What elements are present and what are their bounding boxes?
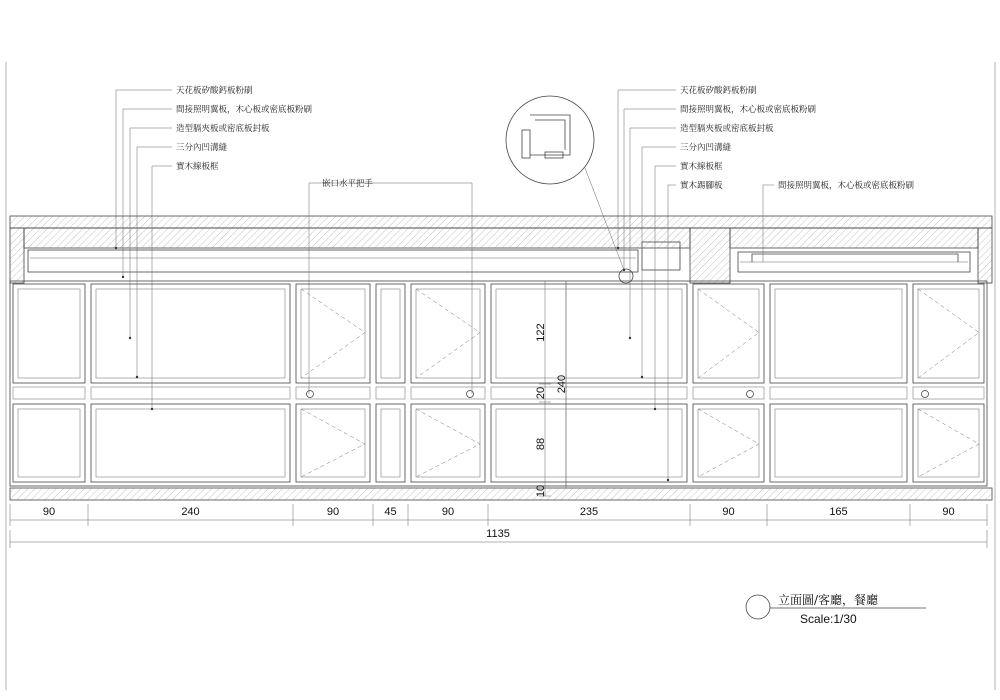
- callout-label: 天花板矽酸鈣板粉刷: [680, 86, 757, 96]
- panel-upper-outer: [376, 284, 405, 383]
- leader-line: [376, 183, 472, 394]
- panel-upper-inner: [698, 289, 759, 378]
- panel-upper-outer: [913, 284, 984, 383]
- door-swing-upper: [918, 289, 979, 378]
- panel-upper-outer: [770, 284, 907, 383]
- panel-upper-outer: [411, 284, 485, 383]
- leader-dot: [136, 376, 138, 378]
- leader-line: [137, 147, 172, 377]
- panel-lower-outer: [913, 404, 984, 482]
- panel-lower-inner: [496, 409, 682, 477]
- panel-upper-outer: [491, 284, 687, 383]
- floor-band: [10, 488, 992, 500]
- door-swing-lower: [918, 409, 979, 477]
- dimension-label: 90: [326, 506, 340, 518]
- panel-upper-inner: [416, 289, 480, 378]
- wall-panel: [91, 284, 290, 482]
- panel-lower-outer: [411, 404, 485, 482]
- panel-lower-inner: [18, 409, 80, 477]
- panel-lower-inner: [775, 409, 902, 477]
- door-swing-upper: [301, 289, 365, 378]
- panel-lower-outer: [770, 404, 907, 482]
- panel-frame: [10, 281, 987, 486]
- panel-upper-inner: [381, 289, 400, 378]
- panel-rail: [91, 387, 290, 399]
- door-swing-lower: [416, 409, 480, 477]
- door-swing-lower: [301, 409, 365, 477]
- vertical-dimension-label: 88: [535, 437, 547, 451]
- drawing-scale: Scale:1/30: [800, 612, 857, 626]
- panel-lower-outer: [376, 404, 405, 482]
- leader-dot: [667, 479, 669, 481]
- wall-panel: [693, 284, 764, 482]
- dimension-label: 165: [829, 506, 848, 518]
- leader-dot: [641, 376, 643, 378]
- dimension-label: 240: [181, 506, 200, 518]
- panel-lower-outer: [296, 404, 370, 482]
- ceiling-structure: [10, 216, 992, 283]
- callout-label: 實木線板框: [176, 162, 219, 172]
- vertical-dimension-lines: [535, 281, 568, 497]
- wall-panel: [13, 284, 85, 482]
- handle-icon: [307, 391, 314, 398]
- cove-lighting-right: [738, 252, 970, 272]
- leader-line: [152, 166, 172, 409]
- panel-rail: [13, 387, 85, 399]
- total-height-label: 240: [556, 374, 568, 394]
- leader-dot: [629, 337, 631, 339]
- panel-upper-inner: [96, 289, 285, 378]
- panel-lower-inner: [301, 409, 365, 477]
- wall-panel: [491, 284, 687, 482]
- far-right-callout-label: 間接照明翼板，木心板或密底板粉刷: [778, 181, 915, 191]
- wall-panel: [376, 284, 405, 482]
- dimension-label: 90: [722, 506, 735, 518]
- panel-lower-outer: [13, 404, 85, 482]
- leader-dot: [129, 337, 131, 339]
- leader-dot: [151, 408, 153, 410]
- panel-lower-outer: [693, 404, 764, 482]
- dimension-label: 90: [42, 506, 56, 518]
- panel-lower-inner: [698, 409, 759, 477]
- vertical-dimension-label: 20: [535, 386, 547, 400]
- dimension-label: 90: [441, 506, 455, 518]
- vertical-dimension-label: 10: [535, 484, 547, 498]
- door-swing-upper: [416, 289, 480, 378]
- dimension-lines: [10, 504, 987, 548]
- dimension-label: 90: [942, 506, 955, 518]
- leader-dot: [115, 247, 117, 249]
- handle-icon: [922, 391, 929, 398]
- dimension-label: 235: [579, 506, 599, 518]
- wall-panel: [296, 284, 370, 482]
- panel-upper-inner: [918, 289, 979, 378]
- leader-line: [655, 166, 676, 409]
- wall-panel: [411, 284, 485, 482]
- callout-label: 造型膈夾板或密底板封板: [680, 124, 774, 134]
- panel-lower-outer: [91, 404, 290, 482]
- panel-lower-inner: [416, 409, 480, 477]
- callout-label: 間接照明翼板，木心板或密底板粉刷: [680, 105, 817, 115]
- panel-upper-inner: [18, 289, 80, 378]
- panel-upper-outer: [91, 284, 290, 383]
- wall-panel: [913, 284, 984, 482]
- dimension-label: 45: [384, 506, 397, 518]
- callout-label: 天花板矽酸鈣板粉刷: [176, 86, 253, 96]
- total-dimension-label: 1135: [486, 528, 510, 540]
- callout-label: 造型膈夾板或密底板封板: [176, 124, 270, 134]
- panel-upper-inner: [301, 289, 365, 378]
- panel-lower-inner: [381, 409, 400, 477]
- panel-upper-outer: [13, 284, 85, 383]
- callout-label: 實木線板框: [680, 162, 723, 172]
- callout-label: 實木踢腳板: [680, 181, 723, 191]
- leader-line: [123, 109, 172, 277]
- door-swing-upper: [698, 289, 759, 378]
- detail-bubble: [506, 96, 633, 283]
- panel-upper-outer: [693, 284, 764, 383]
- panel-upper-outer: [296, 284, 370, 383]
- panel-rail: [411, 387, 485, 399]
- callout-label: 三分內凹溝縫: [176, 143, 228, 153]
- panel-rail: [770, 387, 907, 399]
- callout-label: 三分內凹溝縫: [680, 143, 732, 153]
- panel-lower-outer: [491, 404, 687, 482]
- panel-upper-inner: [775, 289, 902, 378]
- panel-rail: [296, 387, 370, 399]
- panel-lower-inner: [96, 409, 285, 477]
- panel-lower-inner: [918, 409, 979, 477]
- handle-icon: [467, 391, 474, 398]
- panel-upper-inner: [496, 289, 682, 378]
- panel-rail: [491, 387, 687, 399]
- leader-dot: [122, 276, 124, 278]
- leader-dot: [617, 247, 619, 249]
- callout-label: 間接照明翼板，木心板或密底板粉刷: [176, 105, 313, 115]
- handle-icon: [747, 391, 754, 398]
- vertical-dimension-label: 122: [535, 323, 547, 342]
- handle-callout-label: 嵌口水平把手: [322, 179, 374, 189]
- panel-rail: [376, 387, 405, 399]
- leader-dot: [654, 408, 656, 410]
- door-swing-lower: [698, 409, 759, 477]
- leader-line: [642, 147, 676, 377]
- callout-labels: [176, 85, 915, 191]
- drawing-title: 立面圖/客廳，餐廳: [778, 593, 879, 607]
- leader-line: [309, 183, 376, 394]
- leader-dot: [623, 269, 625, 271]
- wall-panel: [770, 284, 907, 482]
- title-block: [746, 592, 926, 626]
- wall-panels: [10, 281, 987, 486]
